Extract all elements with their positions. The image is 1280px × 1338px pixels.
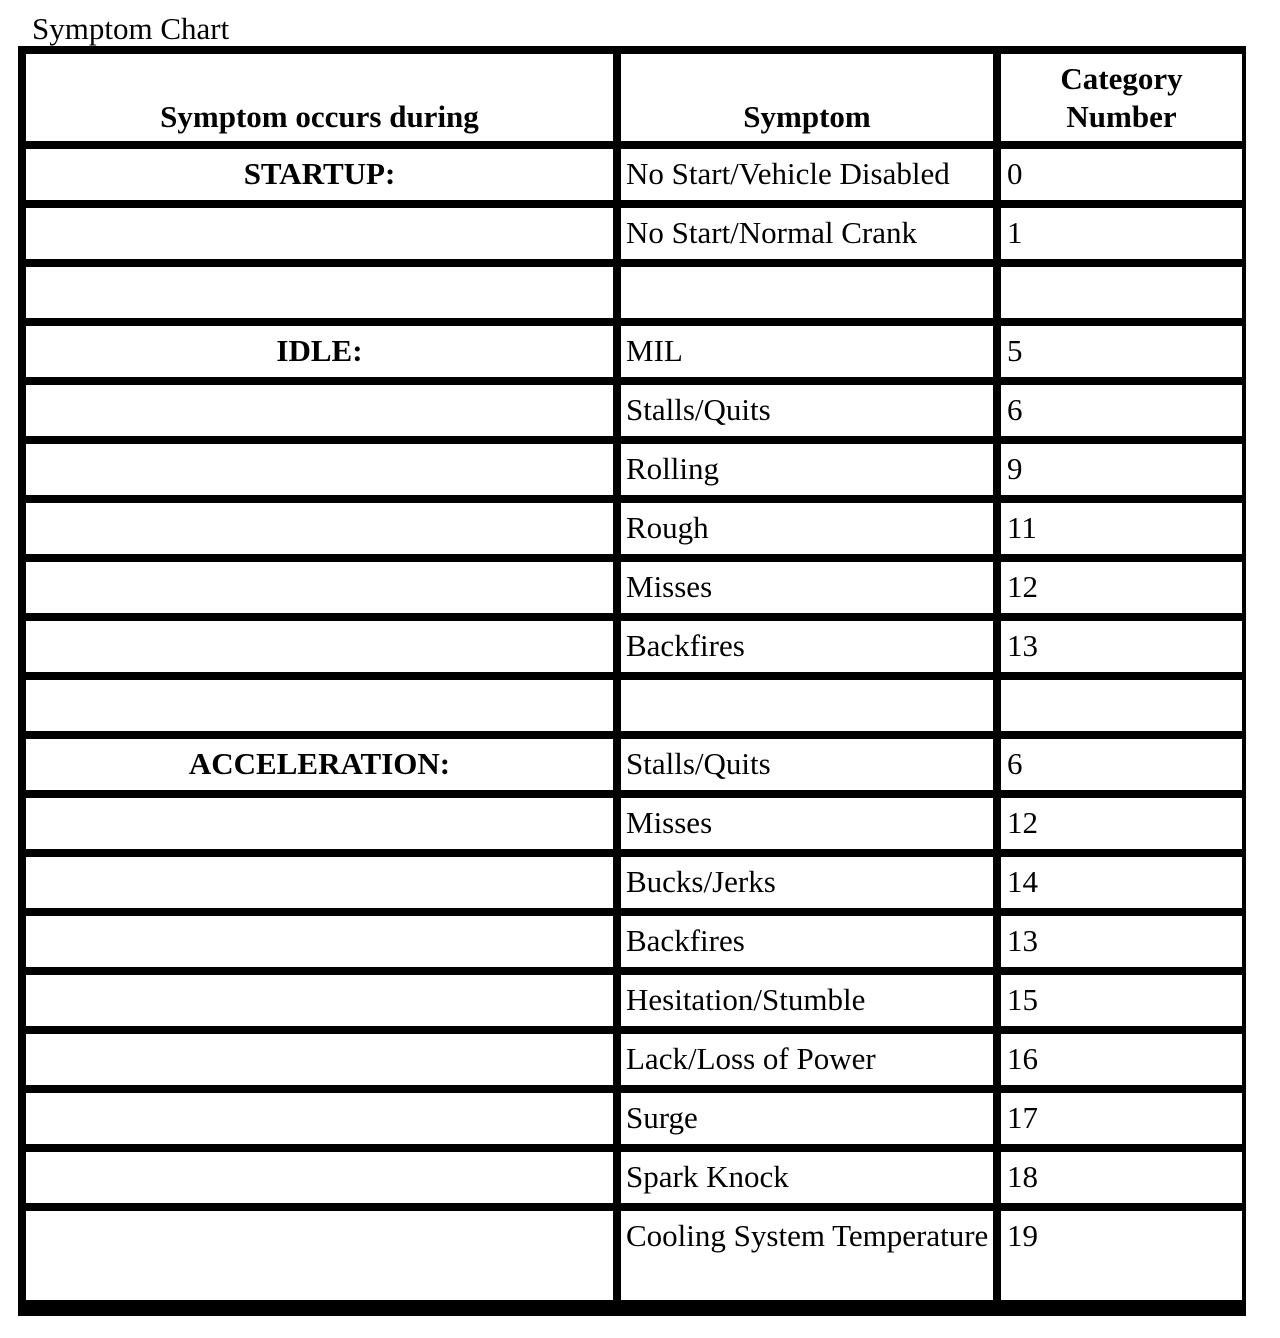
category-number-cell: 11	[1001, 503, 1242, 554]
category-number-cell: 9	[1001, 444, 1242, 495]
category-number-cell: 15	[1001, 975, 1242, 1026]
phase-cell	[26, 267, 613, 318]
symptom-cell: Bucks/Jerks	[621, 857, 993, 908]
phase-cell	[26, 503, 613, 554]
symptom-cell: Lack/Loss of Power	[621, 1034, 993, 1085]
phase-cell	[26, 680, 613, 731]
category-number-cell: 16	[1001, 1034, 1242, 1085]
category-number-cell	[1001, 680, 1242, 731]
symptom-cell: Spark Knock	[621, 1152, 993, 1203]
header-category-number	[1001, 54, 1242, 141]
phase-cell	[26, 975, 613, 1026]
symptom-cell: No Start/Vehicle Disabled	[621, 149, 993, 200]
phase-cell	[26, 798, 613, 849]
category-number-cell: 1	[1001, 208, 1242, 259]
symptom-cell: Hesitation/Stumble	[621, 975, 993, 1026]
phase-cell	[26, 1034, 613, 1085]
phase-cell	[26, 444, 613, 495]
phase-cell	[26, 857, 613, 908]
category-number-cell: 12	[1001, 562, 1242, 613]
header-symptom	[621, 54, 993, 141]
symptom-cell: No Start/Normal Crank	[621, 208, 993, 259]
phase-cell	[26, 562, 613, 613]
phase-cell	[26, 208, 613, 259]
category-number-cell: 19	[1001, 1211, 1242, 1300]
header-label: Symptom	[743, 99, 871, 134]
category-number-cell: 5	[1001, 326, 1242, 377]
header-label-line1: Category	[1060, 61, 1183, 96]
symptom-cell	[621, 267, 993, 318]
category-number-cell: 12	[1001, 798, 1242, 849]
category-number-cell: 13	[1001, 621, 1242, 672]
phase-cell	[26, 1211, 613, 1300]
page-title: Symptom Chart	[32, 11, 230, 46]
phase-cell	[26, 916, 613, 967]
phase-cell: IDLE:	[26, 326, 613, 377]
symptom-cell: MIL	[621, 326, 993, 377]
phase-cell	[26, 385, 613, 436]
category-number-cell: 6	[1001, 385, 1242, 436]
symptom-cell: Backfires	[621, 916, 993, 967]
symptom-cell: Cooling System Temperature	[621, 1211, 993, 1300]
symptom-cell: Misses	[621, 562, 993, 613]
phase-cell: STARTUP:	[26, 149, 613, 200]
symptom-cell	[621, 680, 993, 731]
symptom-cell: Rolling	[621, 444, 993, 495]
symptom-cell: Stalls/Quits	[621, 739, 993, 790]
header-symptom-occurs-during	[26, 54, 613, 141]
header-label-line2: Number	[1066, 99, 1177, 134]
phase-cell	[26, 621, 613, 672]
symptom-cell: Stalls/Quits	[621, 385, 993, 436]
phase-cell: ACCELERATION:	[26, 739, 613, 790]
category-number-cell	[1001, 267, 1242, 318]
header-label: Symptom occurs during	[160, 99, 479, 134]
category-number-cell: 14	[1001, 857, 1242, 908]
category-number-cell: 6	[1001, 739, 1242, 790]
phase-cell	[26, 1093, 613, 1144]
category-number-cell: 0	[1001, 149, 1242, 200]
symptom-cell: Misses	[621, 798, 993, 849]
symptom-cell: Surge	[621, 1093, 993, 1144]
category-number-cell: 17	[1001, 1093, 1242, 1144]
symptom-chart-table	[18, 46, 1246, 1316]
category-number-cell: 18	[1001, 1152, 1242, 1203]
symptom-cell: Backfires	[621, 621, 993, 672]
category-number-cell: 13	[1001, 916, 1242, 967]
symptom-cell: Rough	[621, 503, 993, 554]
phase-cell	[26, 1152, 613, 1203]
